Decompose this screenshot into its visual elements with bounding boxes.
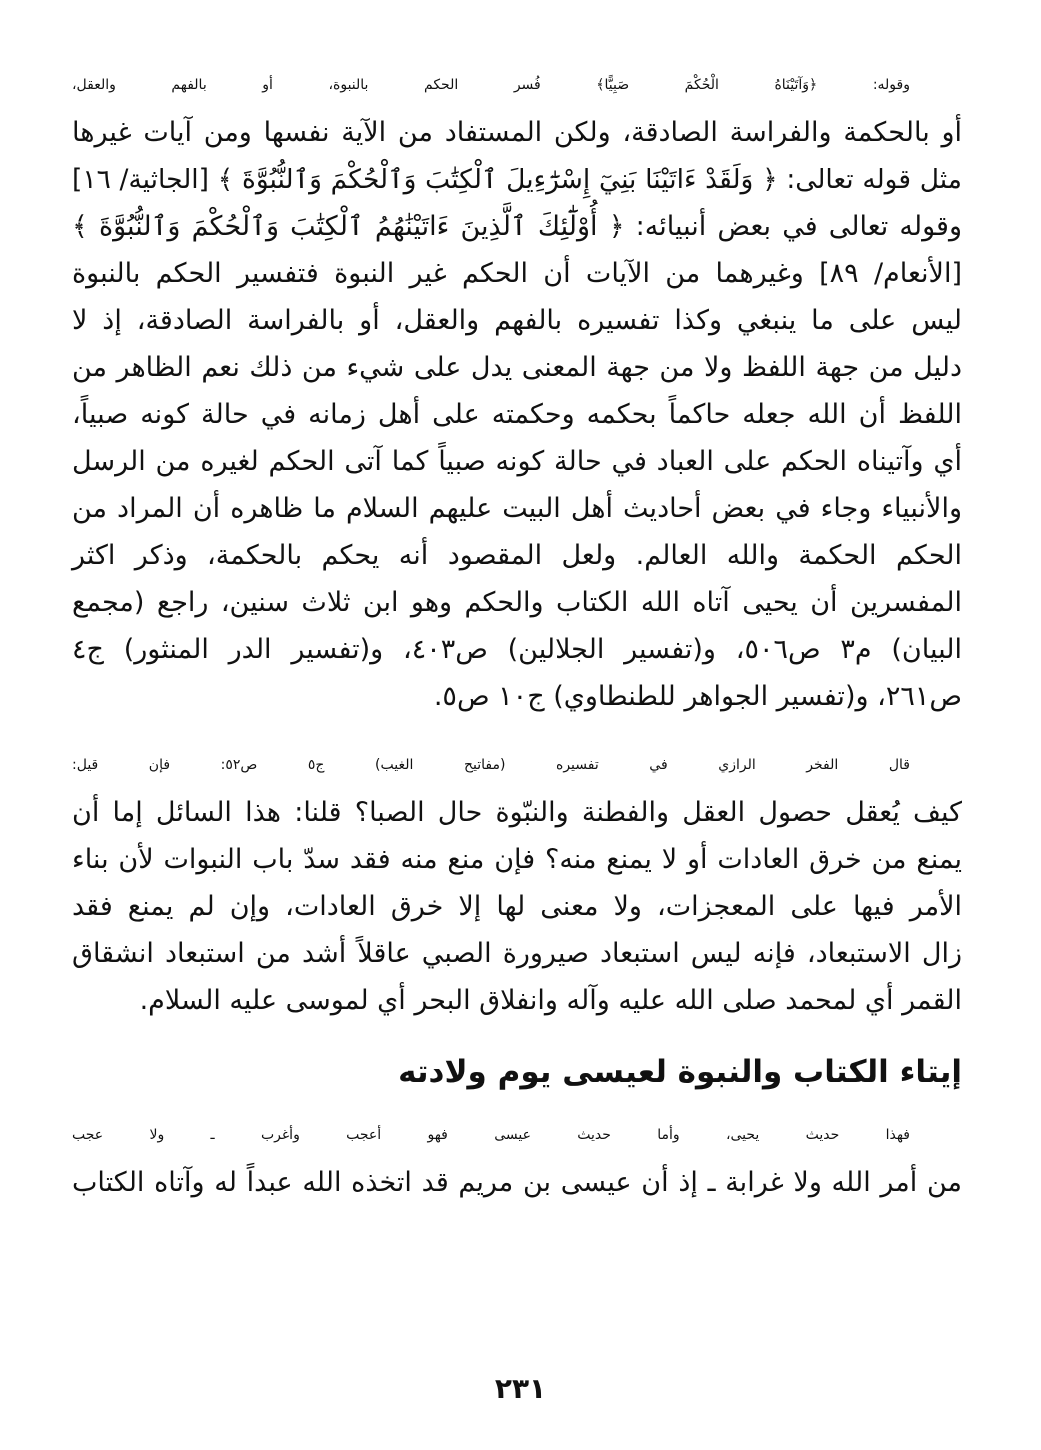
text-line: دليل من جهة اللفظ ولا من جهة المعنى يدل على شيء من ذلك نعم الظاهر من <box>72 352 962 383</box>
page-body <box>72 62 962 1206</box>
text-line: من أمر الله ولا غرابة ـ إذ أن عيسى بن مريم قد اتخذه الله عبداً له وآتاه الكتاب <box>72 1167 962 1198</box>
text-line: أي وآتيناه الحكم على العباد في حالة كونه صبياً كما آتى الحكم لغيره من الرسل <box>72 446 962 477</box>
text-line: اللفظ أن الله جعله حاكماً بحكمه وحكمته على أهل زمانه في حالة كونه صبياً، <box>72 399 962 430</box>
text-line: القمر أي لمحمد صلى الله عليه وآله وانفلاق البحر أي لموسى عليه السلام. <box>139 985 962 1016</box>
text-line: مثل قوله تعالى: ﴿ وَلَقَدْ ءَاتَيْنَا بَنِيٓ إِسْرَٰٓءِيلَ ٱلْكِتَٰبَ وَٱلْحُكْمَ وَٱلنُّبُوَّةَ ﴾ [الجاثية/ ١٦] <box>72 164 962 195</box>
paragraph-isa <box>72 1112 962 1206</box>
text-line: البيان) م٣ ص٥٠٦، و(تفسير الجلالين) ص٤٠٣، و(تفسير الدر المنثور) ج٤ <box>72 634 962 665</box>
paragraph-razi-quote <box>72 742 962 1024</box>
text-line: أو بالحكمة والفراسة الصادقة، ولكن المستفاد من الآية نفسها ومن آيات غيرها <box>72 117 962 148</box>
text-line: ص٢٦١، و(تفسير الجواهر للطنطاوي) ج١٠ ص٥. <box>433 681 962 712</box>
paragraph-tafsir-hukm <box>72 62 962 720</box>
text-line: زال الاستبعاد، فإنه ليس استبعاد صيرورة الصبي عاقلاً أشد من استبعاد انشقاق <box>72 938 962 969</box>
page-number: ٢٣١ <box>494 1372 547 1405</box>
text-line: يمنع من خرق العادات أو لا يمنع منه؟ فإن منع منه فقد سدّ باب النبوات لأن بناء <box>72 844 962 875</box>
section-heading: إيتاء الكتاب والنبوة لعيسى يوم ولادته <box>398 1054 962 1090</box>
text-line: والأنبياء وجاء في بعض أحاديث أهل البيت عليهم السلام ما ظاهره أن المراد من <box>72 493 962 524</box>
text-line: وقوله تعالى في بعض أنبيائه: ﴿ أُوْلَٰٓئِكَ ٱلَّذِينَ ءَاتَيْنَٰهُمُ ٱلْكِتَٰبَ وَٱلْحُكْمَ وَٱلنُّبُوَّةَ ﴾ <box>72 211 962 242</box>
text-line: ليس على ما ينبغي وكذا تفسيره بالفهم والعقل، أو بالفراسة الصادقة، إذ لا <box>72 305 962 336</box>
text-line: المفسرين أن يحيى آتاه الله الكتاب والحكم وهو ابن ثلاث سنين، راجع (مجمع <box>72 587 962 618</box>
text-line: الحكم الحكمة والله العالم. ولعل المقصود أنه يحكم بالحكمة، وذكر اكثر <box>72 540 962 571</box>
text-line: [الأنعام/ ٨٩] وغيرهما من الآيات أن الحكم غير النبوة فتفسير الحكم بالنبوة <box>72 258 962 289</box>
text-line: قال الفخر الرازي في تفسيره (مفاتيح الغيب) ج٥ ص٥٢: فإن قيل: <box>72 757 910 773</box>
text-line: وقوله: ﴿وَآتَيْنَاهُ الْحُكْمَ صَبِيًّا﴾ فُسر الحكم بالنبوة، أو بالفهم والعقل، <box>72 77 910 93</box>
text-line: الأمر فيها على المعجزات، ولا معنى لها إلا خرق العادات، وإن لم يمنع فقد <box>72 891 962 922</box>
text-line: فهذا حديث يحيى، وأما حديث عيسى فهو أعجب وأغرب ـ ولا عجب <box>72 1127 910 1143</box>
text-line: كيف يُعقل حصول العقل والفطنة والنبّوة حال الصبا؟ قلنا: هذا السائل إما أن <box>72 797 962 828</box>
